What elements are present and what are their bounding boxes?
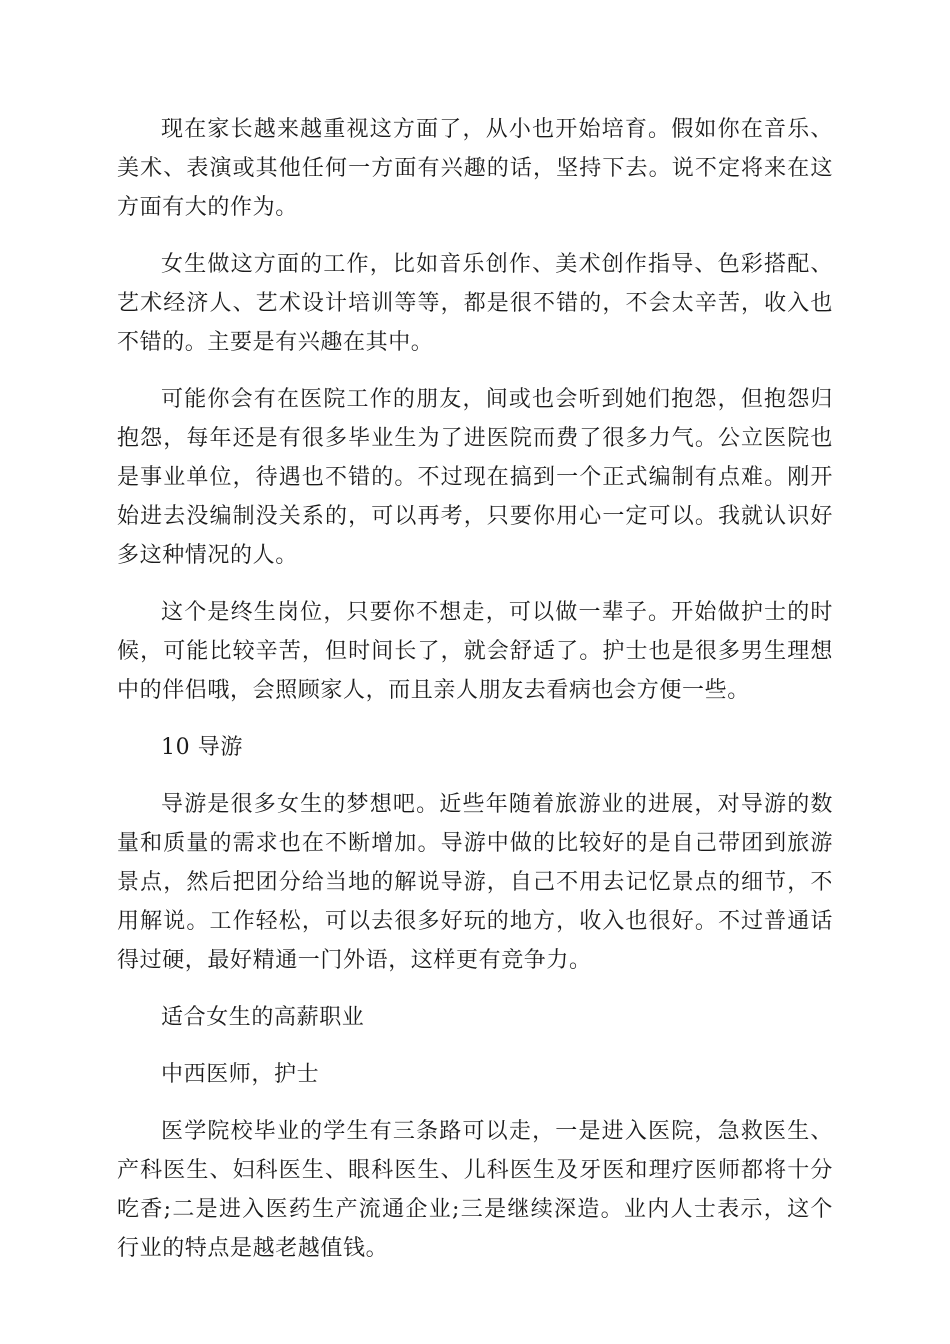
document-body	[117, 110, 833, 1286]
paragraph-nurse: 这个是终生岗位，只要你不想走，可以做一辈子。开始做护士的时候，可能比较辛苦，但时间长了，就会舒适了。护士也是很多男生理想中的伴侣哦，会照顾家人，而且亲人朋友去看病也会方便一些。	[117, 600, 833, 703]
paragraph-hospital: 可能你会有在医院工作的朋友，间或也会听到她们抱怨，但抱怨归抱怨，每年还是有很多毕业生为了进医院而费了很多力气。公立医院也是事业单位，待遇也不错的。不过现在搞到一个正式编制有点难。刚开始进去没编制没关系的，可以再考，只要你用心一定可以。我就认识好多这种情况的人。	[117, 387, 833, 568]
section-heading-doctor-nurse: 中西医师，护士	[161, 1062, 320, 1087]
paragraph-arts-jobs: 女生做这方面的工作，比如音乐创作、美术创作指导、色彩搭配、艺术经济人、艺术设计培训等等，都是很不错的，不会太辛苦，收入也不错的。主要是有兴趣在其中。	[117, 252, 833, 355]
paragraph-medical-graduates: 医学院校毕业的学生有三条路可以走，一是进入医院，急救医生、产科医生、妇科医生、眼科医生、儿科医生及牙医和理疗医师都将十分吃香;二是进入医药生产流通企业;三是继续深造。业内人士表示，这个行业的特点是越老越值钱。	[117, 1119, 833, 1261]
section-heading-tour-guide: 10 导游	[161, 735, 243, 760]
paragraph-tour-guide: 导游是很多女生的梦想吧。近些年随着旅游业的进展，对导游的数量和质量的需求也在不断增加。导游中做的比较好的是自己带团到旅游景点，然后把团分给当地的解说导游，自己不用去记忆景点的细节，不用解说。工作轻松，可以去很多好玩的地方，收入也很好。不过普通话得过硬，最好精通一门外语，这样更有竞争力。	[117, 792, 833, 973]
section-heading-high-salary: 适合女生的高薪职业	[161, 1005, 365, 1030]
paragraph-arts-interest: 现在家长越来越重视这方面了，从小也开始培育。假如你在音乐、美术、表演或其他任何一方面有兴趣的话，坚持下去。说不定将来在这方面有大的作为。	[117, 117, 833, 220]
